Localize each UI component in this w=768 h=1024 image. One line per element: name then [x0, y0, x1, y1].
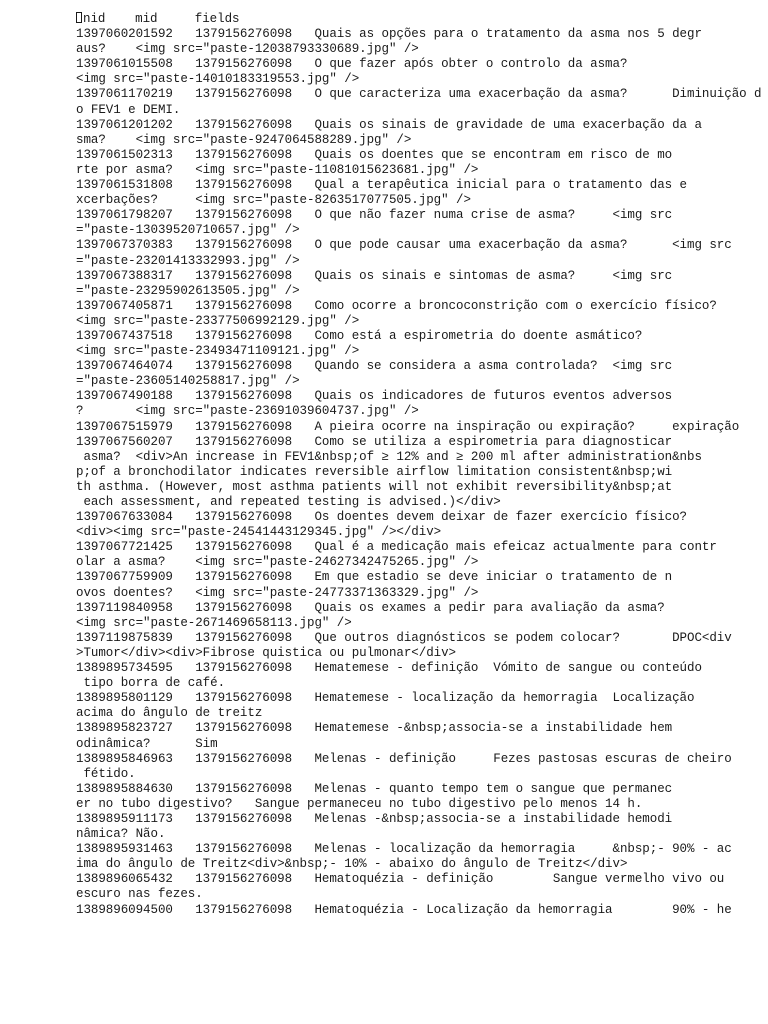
text-line: <img src="paste-14010183319553.jpg" /> — [76, 72, 360, 87]
text-line: ? <img src="paste-23691039604737.jpg" /> — [76, 404, 419, 419]
text-line: each assessment, and repeated testing is advised.)</div> — [76, 495, 501, 509]
text-line: 1397067560207 1379156276098 Como se utiliza a espirometria para diagnosticar — [76, 434, 673, 449]
text-line: rte por asma? <img src="paste-11081015623681.jpg" /> — [76, 162, 479, 177]
text-line: 1397061170219 1379156276098 O que caracteriza uma exacerbação da asma? Diminuição d — [76, 87, 762, 102]
text-line: 1397061531808 1379156276098 Qual a terapêutica inicial para o tratamento das e — [76, 178, 688, 193]
text-line: nâmica? Não. — [76, 827, 166, 842]
text-line: 1389896065432 1379156276098 Hematoquézia - definição Sangue vermelho vivo ou — [76, 872, 725, 887]
text-line: th asthma. (However, most asthma patients will not exhibit reversibility&nbsp;at — [76, 479, 673, 494]
text-line: 1389895823727 1379156276098 Hematemese -&nbsp;associa-se a instabilidade hem — [76, 721, 673, 736]
text-line: 1397067405871 1379156276098 Como ocorre a broncoconstrição com o exercício físico? — [76, 298, 717, 313]
text-line: >Tumor</div><div>Fibrose quistica ou pulmonar</div> — [76, 645, 457, 660]
text-line: 1397067490188 1379156276098 Quais os indicadores de futuros eventos adversos — [76, 389, 673, 404]
text-line: 1389895911173 1379156276098 Melenas -&nbsp;associa-se a instabilidade hemodi — [76, 811, 673, 826]
text-line: <img src="paste-23377506992129.jpg" /> — [76, 313, 360, 328]
text-line: 1397067721425 1379156276098 Qual é a medicação mais efeicaz actualmente para contr — [76, 540, 717, 555]
text-line: 1397060201592 1379156276098 Quais as opções para o tratamento da asma nos 5 degr — [76, 27, 702, 42]
text-line: odinâmica? Sim — [76, 736, 218, 751]
text-line: er no tubo digestivo? Sangue permaneceu no tubo digestivo pelo menos 14 h. — [76, 796, 643, 811]
bom-glyph — [76, 12, 82, 23]
text-line: sma? <img src="paste-9247064588289.jpg" /> — [76, 132, 412, 147]
text-line: p;of a bronchodilator indicates reversible airflow limitation consistent&nbsp;wi — [76, 464, 673, 479]
text-line: 1397067633084 1379156276098 Os doentes devem deixar de fazer exercício físico? — [76, 510, 688, 525]
text-line: escuro nas fezes. — [76, 887, 203, 902]
text-line: ="paste-13039520710657.jpg" /> — [76, 223, 300, 238]
text-document — [76, 12, 768, 918]
text-line: 1397119875839 1379156276098 Que outros diagnósticos se podem colocar? DPOC<div — [76, 630, 732, 645]
text-line: <img src="paste-2671469658113.jpg" /> — [76, 615, 352, 630]
text-line: 1397061015508 1379156276098 O que fazer após obter o controlo da asma? — [76, 57, 628, 72]
text-line: 1389895884630 1379156276098 Melenas - quanto tempo tem o sangue que permanec — [76, 781, 673, 796]
text-line: 1397061798207 1379156276098 O que não fazer numa crise de asma? <img src — [76, 208, 673, 223]
text-line: 1397067515979 1379156276098 A pieira ocorre na inspiração ou expiração? expiração — [76, 419, 740, 434]
text-line: ima do ângulo de Treitz<div>&nbsp;- 10% - abaixo do ângulo de Treitz</div> — [76, 857, 628, 872]
text-line: ="paste-23201413332993.jpg" /> — [76, 253, 300, 268]
text-line: <div><img src="paste-24541443129345.jpg" /></div> — [76, 525, 442, 540]
text-line: 1389895801129 1379156276098 Hematemese - localização da hemorragia Localização — [76, 691, 695, 706]
text-line: 1389895846963 1379156276098 Melenas - definição Fezes pastosas escuras de cheiro — [76, 751, 732, 766]
text-line: 1397061502313 1379156276098 Quais os doentes que se encontram em risco de mo — [76, 147, 673, 162]
text-line: 1397067370383 1379156276098 O que pode causar uma exacerbação da asma? <img src — [76, 238, 732, 253]
text-line: 1397119840958 1379156276098 Quais os exames a pedir para avaliação da asma? — [76, 600, 665, 615]
text-line: 1397067437518 1379156276098 Como está a espirometria do doente asmático? — [76, 328, 643, 343]
text-line: <img src="paste-23493471109121.jpg" /> — [76, 344, 360, 359]
text-line: 1397067388317 1379156276098 Quais os sinais e sintomas de asma? <img src — [76, 268, 673, 283]
text-line: aus? <img src="paste-12038793330689.jpg" /> — [76, 42, 419, 57]
text-line: 1397067759909 1379156276098 Em que estadio se deve iniciar o tratamento de n — [76, 570, 673, 585]
text-line: ="paste-23605140258817.jpg" /> — [76, 374, 300, 389]
text-line: 1389896094500 1379156276098 Hematoquézia - Localização da hemorragia 90% - he — [76, 902, 732, 917]
text-line: xcerbações? <img src="paste-8263517077505.jpg" /> — [76, 193, 471, 208]
text-line: 1389895734595 1379156276098 Hematemese - definição Vómito de sangue ou conteúdo — [76, 661, 702, 676]
text-line: ="paste-23295902613505.jpg" /> — [76, 283, 300, 298]
text-line: 1397061201202 1379156276098 Quais os sinais de gravidade de uma exacerbação da a — [76, 117, 702, 132]
text-line: 1389895931463 1379156276098 Melenas - localização da hemorragia &nbsp;- 90% - ac — [76, 842, 732, 857]
text-line: fétido. — [76, 766, 136, 781]
text-line: asma? <div>An increase in FEV1&nbsp;of ≥ 12% and ≥ 200 ml after administration&nbs — [76, 449, 702, 464]
text-line: acima do ângulo de treitz — [76, 706, 263, 721]
text-line: tipo borra de café. — [76, 676, 226, 691]
text-line: o FEV1 e DEMI. — [76, 102, 181, 117]
header-line: nid mid fields — [76, 12, 768, 27]
text-line: ovos doentes? <img src="paste-24773371363329.jpg" /> — [76, 585, 479, 600]
text-line: olar a asma? <img src="paste-24627342475265.jpg" /> — [76, 555, 479, 570]
text-line: 1397067464074 1379156276098 Quando se considera a asma controlada? <img src — [76, 359, 673, 374]
